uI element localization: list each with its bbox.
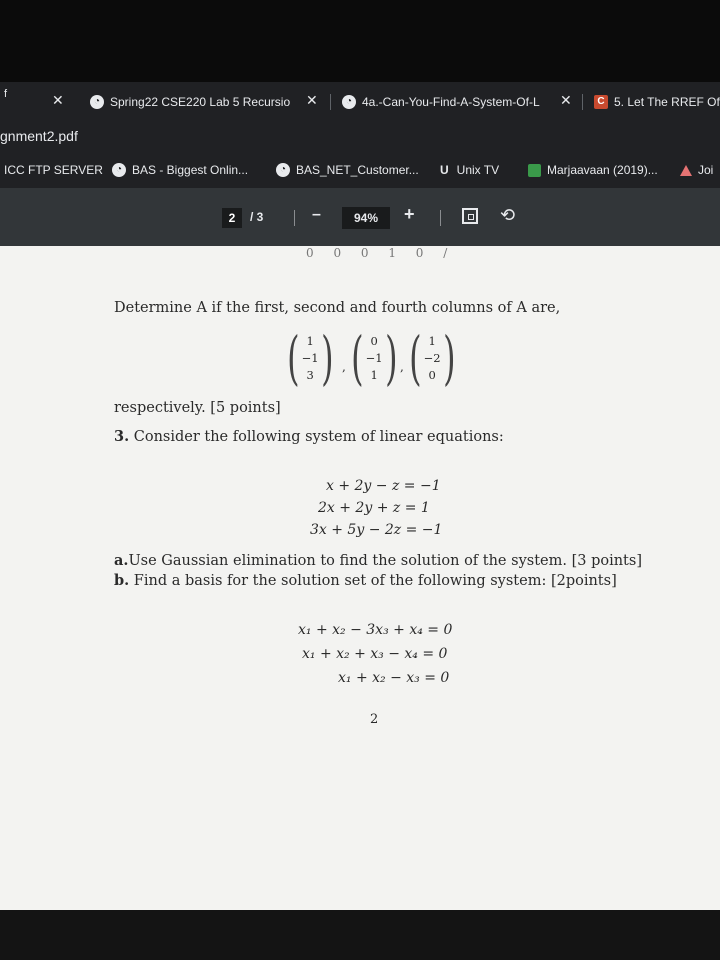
zoom-level-input[interactable]: 94%: [342, 207, 390, 229]
part-text: Find a basis for the solution set of the following system: [2points]: [133, 573, 617, 589]
intro-text: Determine A if the first, second and fourth columns of A are,: [114, 300, 561, 316]
vector-entry: 1: [306, 333, 314, 348]
equation: x₁ + x₂ − x₃ = 0: [338, 670, 450, 686]
question-text: Consider the following system of linear equations:: [133, 429, 504, 445]
column-vector-2: ( 0 −1 1 ): [351, 324, 398, 392]
bookmark-join[interactable]: [680, 163, 713, 177]
toolbar-separator: [294, 210, 295, 226]
image-icon: [528, 164, 541, 177]
vector-entry: 0: [428, 367, 436, 382]
address-bar[interactable]: [0, 120, 720, 154]
vector-entry: 1: [370, 367, 378, 382]
browser-tab-bar: [0, 82, 720, 120]
tab-find-system[interactable]: [342, 92, 552, 112]
bookmark-label: Marjaavaan (2019)...: [547, 163, 658, 177]
bookmark-icc-ftp[interactable]: [4, 163, 103, 177]
vector-entry: −2: [423, 350, 441, 365]
vector-entry: 1: [428, 333, 436, 348]
bookmark-label: Unix TV: [456, 163, 500, 177]
photo-dark-border-bottom: [0, 910, 720, 960]
globe-icon: ◔: [276, 163, 290, 177]
page-footer-number: 2: [370, 712, 379, 727]
vector-entry: 0: [370, 333, 378, 348]
equation: x + 2y − z = −1: [326, 478, 441, 494]
toolbar-separator: [440, 210, 441, 226]
pdf-page: [0, 246, 720, 910]
bookmark-marjaavaan[interactable]: [528, 163, 658, 177]
pdf-toolbar: [0, 188, 720, 246]
tab-separator: [582, 94, 583, 110]
tab-label: 4a.-Can-You-Find-A-System-Of-L: [362, 95, 540, 109]
total-pages: / 3: [250, 210, 264, 224]
vector-entry: −1: [365, 350, 383, 365]
tab-close-icon[interactable]: ✕: [52, 92, 64, 108]
part-b: [114, 572, 617, 589]
globe-icon: ◔: [112, 163, 126, 177]
bookmarks-bar: [0, 154, 720, 189]
question-3: [114, 428, 504, 445]
page-number-input[interactable]: 2: [222, 208, 242, 228]
globe-icon: ◔: [342, 95, 356, 109]
question-number: 3.: [114, 428, 130, 445]
tab-close-icon[interactable]: ✕: [560, 92, 572, 108]
bookmark-label: Joi: [698, 163, 714, 177]
tab-rref[interactable]: [594, 92, 720, 112]
vector-entry: 3: [306, 367, 314, 382]
tab-label: 5. Let The RREF Of: [614, 95, 720, 109]
rotate-icon[interactable]: ⟲: [500, 205, 516, 225]
prev-tab-fragment[interactable]: f: [4, 88, 8, 100]
fit-to-page-icon[interactable]: [462, 208, 478, 224]
comma: ,: [400, 360, 404, 374]
tab-label: Spring22 CSE220 Lab 5 Recursio: [110, 95, 291, 109]
part-label: b.: [114, 572, 130, 589]
part-text: Use Gaussian elimination to find the solution of the system. [3 points]: [128, 553, 642, 569]
previous-matrix-fragment: 0 0 0 1 0 /: [306, 246, 456, 260]
tab-lab5[interactable]: [90, 92, 300, 112]
bookmark-unix-tv[interactable]: [440, 163, 499, 177]
bookmark-icon: [680, 165, 692, 176]
tab-separator: [330, 94, 331, 110]
globe-icon: ◔: [90, 95, 104, 109]
column-vector-4: ( 1 −2 0 ): [409, 324, 456, 392]
zoom-out-button[interactable]: –: [312, 206, 321, 223]
bookmark-label: BAS - Biggest Onlin...: [132, 163, 249, 177]
respectively-text: respectively. [5 points]: [114, 400, 281, 416]
equation: 2x + 2y + z = 1: [318, 500, 430, 516]
part-a: [114, 552, 642, 569]
unix-tv-icon: U: [440, 163, 449, 177]
tab-close-icon[interactable]: ✕: [306, 92, 318, 108]
url-text: gnment2.pdf: [0, 128, 78, 144]
equation: x₁ + x₂ − 3x₃ + x₄ = 0: [298, 622, 453, 638]
part-label: a.: [114, 552, 129, 569]
vector-entry: −1: [301, 350, 319, 365]
equation: x₁ + x₂ + x₃ − x₄ = 0: [302, 646, 448, 662]
photo-dark-border-top: [0, 0, 720, 82]
bookmark-bas-net[interactable]: [276, 163, 419, 177]
bookmark-bas-biggest[interactable]: [112, 163, 248, 177]
zoom-in-button[interactable]: +: [404, 204, 415, 224]
equation: 3x + 5y − 2z = −1: [310, 522, 443, 538]
chegg-icon: C: [594, 95, 608, 109]
bookmark-label: ICC FTP SERVER: [4, 163, 103, 177]
comma: ,: [342, 360, 346, 374]
column-vector-1: ( 1 −1 3 ): [287, 324, 334, 392]
bookmark-label: BAS_NET_Customer...: [296, 163, 419, 177]
